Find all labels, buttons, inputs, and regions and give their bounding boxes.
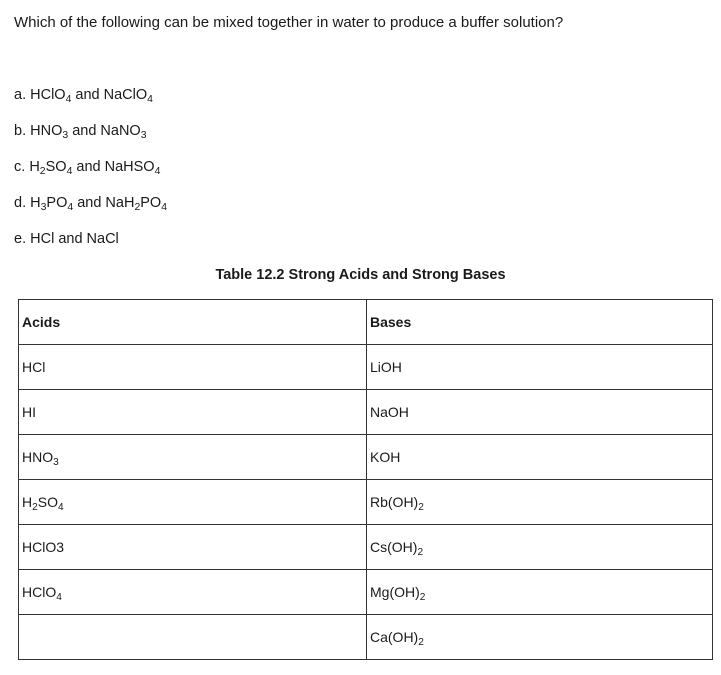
base-cell: KOH	[367, 435, 713, 480]
table-row	[19, 480, 713, 525]
acid-cell: HI	[19, 390, 367, 435]
table-title	[0, 267, 721, 283]
question-text: Which of the following can be mixed together in water to produce a buffer solution?	[14, 14, 564, 31]
choice-b: b. $HNO_3$ and NaNO$_3$	[14, 123, 147, 141]
base-cell: $Ca(OH)_2$	[367, 615, 713, 660]
base-cell: $Mg(OH)_2$	[367, 570, 713, 615]
choice-c: c. $H_2SO_4$ and NaHSO$_4$	[14, 159, 161, 177]
acid-cell	[19, 615, 367, 660]
acid-cell: HClO$_4$	[19, 570, 367, 615]
table-title-text: Table 12.2 Strong Acids and Strong Bases	[215, 267, 506, 283]
acid-cell: HClO3	[19, 525, 367, 570]
strong-acids-bases-table	[18, 299, 713, 660]
table-header-row	[19, 300, 713, 345]
base-cell: $Cs(OH)_2$	[367, 525, 713, 570]
acid-cell: $H_2SO_4$	[19, 480, 367, 525]
acid-cell: $HNO_3$	[19, 435, 367, 480]
table-row	[19, 570, 713, 615]
table-row	[19, 435, 713, 480]
base-cell: LiOH	[367, 345, 713, 390]
base-cell: NaOH	[367, 390, 713, 435]
table-row	[19, 615, 713, 660]
header-bases: Bases	[367, 300, 713, 345]
choice-e: e. HCl and NaCl	[14, 231, 119, 247]
choice-d: d. $H_3PO_4$ and $NaH_2PO_4$	[14, 195, 168, 213]
table-row	[19, 345, 713, 390]
answer-choices	[14, 87, 167, 267]
choice-a: a. HClO$_4$ and NaClO$_4$	[14, 87, 153, 105]
base-cell: $Rb(OH)_2$	[367, 480, 713, 525]
table-row	[19, 390, 713, 435]
header-acids: Acids	[19, 300, 367, 345]
table-row	[19, 525, 713, 570]
acid-cell: HCl	[19, 345, 367, 390]
